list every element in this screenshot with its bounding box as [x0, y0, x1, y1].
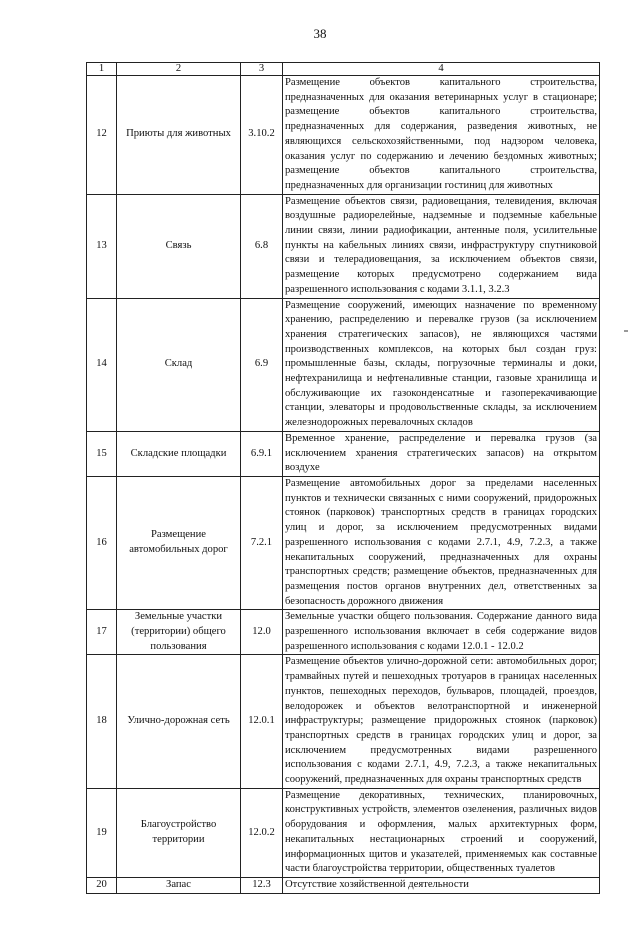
row-number: 14 — [87, 298, 117, 431]
table-row — [87, 610, 600, 655]
row-number: 20 — [87, 877, 117, 893]
table-row — [87, 788, 600, 877]
use-type-description: Размещение объектов улично-дорожной сети: автомобильных дорог, трамвайных путей и пешеходных тротуаров в границах населенных пунктов, пешеходных переходов, бульваров, площадей, проездов, велодорожек и объектов велотранспортной и инженерной инфраструктуры; размещение придорожных стоянок (парковок) транспортных средств в границах городских улиц и дорог, за исключением предусмотренных видами разрешенного использования с кодами 2.7.1, 4.9, 7.2.3, а также некапитальных сооружений, предназначенных для охраны транспортных средств — [283, 655, 600, 788]
use-type-code: 7.2.1 — [241, 476, 283, 609]
use-type-name: Запас — [117, 877, 241, 893]
table-row — [87, 877, 600, 893]
row-number: 15 — [87, 431, 117, 476]
column-header: 2 — [117, 63, 241, 76]
column-header: 4 — [283, 63, 600, 76]
use-type-code: 12.0.2 — [241, 788, 283, 877]
use-type-description: Размещение сооружений, имеющих назначение по временному хранению, распределению и перевалке грузов (за исключением хранения стратегических запасов), не являющихся частями производственных комплексов, на которых был создан груз: промышленные базы, склады, погрузочные терминалы и доки, нефтехранилища и нефтеналивные станции, газовые хранилища и обслуживающие их газоконденсатные и газоперекачивающие станции, элеваторы и продовольственные склады, за исключением железнодорожных перевалочных складов — [283, 298, 600, 431]
table-row — [87, 431, 600, 476]
row-number: 12 — [87, 76, 117, 195]
row-number: 13 — [87, 194, 117, 298]
page-number: 38 — [313, 26, 327, 41]
use-type-code: 12.0.1 — [241, 655, 283, 788]
column-header: 1 — [87, 63, 117, 76]
table-header-row — [87, 63, 600, 76]
table-row — [87, 655, 600, 788]
use-type-description: Размещение автомобильных дорог за пределами населенных пунктов и технически связанных с ними сооружений, придорожных стоянок (парковок) транспортных средств в границах городских улиц и дорог, за исключением предусмотренных видами разрешенного использования с кодами 2.7.1, 4.9, 7.2.3, а также некапитальных сооружений, предназначенных для охраны транспортных средств; размещение объектов, предназначенных для размещения постов органов внутренних дел, ответственных за безопасность дорожного движения — [283, 476, 600, 609]
use-type-name: Благоустройство территории — [117, 788, 241, 877]
table-row — [87, 476, 600, 609]
use-type-code: 12.3 — [241, 877, 283, 893]
use-type-code: 3.10.2 — [241, 76, 283, 195]
use-type-name: Приюты для животных — [117, 76, 241, 195]
use-type-name: Улично-дорожная сеть — [117, 655, 241, 788]
row-number: 19 — [87, 788, 117, 877]
use-type-name: Земельные участки (территории) общего пользования — [117, 610, 241, 655]
use-type-name: Склад — [117, 298, 241, 431]
use-type-name: Складские площадки — [117, 431, 241, 476]
use-type-code: 12.0 — [241, 610, 283, 655]
use-type-description: Отсутствие хозяйственной деятельности — [283, 877, 600, 893]
use-type-code: 6.9 — [241, 298, 283, 431]
use-type-name: Размещение автомобильных дорог — [117, 476, 241, 609]
margin-mark — [624, 330, 628, 332]
use-type-code: 6.9.1 — [241, 431, 283, 476]
use-type-description: Размещение объектов капитального строительства, предназначенных для оказания ветеринарных услуг в стационаре; размещение объектов капитального строительства, предназначенных для содержания, разведения животных, не являющихся сельскохозяйственными, под надзором человека, оказания услуг по содержанию и лечению бездомных животных; размещение объектов капитального строительства, предназначенных для организации гостиниц для животных — [283, 76, 600, 195]
use-type-name: Связь — [117, 194, 241, 298]
table-row — [87, 298, 600, 431]
row-number: 18 — [87, 655, 117, 788]
use-type-description: Временное хранение, распределение и перевалка грузов (за исключением хранения стратегических запасов) на открытом воздухе — [283, 431, 600, 476]
row-number: 17 — [87, 610, 117, 655]
table-row — [87, 76, 600, 195]
row-number: 16 — [87, 476, 117, 609]
use-type-description: Размещение декоративных, технических, планировочных, конструктивных устройств, элементов озеленения, различных видов оборудования и оформления, малых архитектурных форм, некапитальных нестационарных строений и сооружений, информационных щитов и указателей, применяемых как составные части благоустройства территории, общественных туалетов — [283, 788, 600, 877]
land-use-table — [86, 62, 600, 894]
use-type-code: 6.8 — [241, 194, 283, 298]
use-type-description: Размещение объектов связи, радиовещания, телевидения, включая воздушные радиорелейные, надземные и подземные кабельные линии связи, линии радиофикации, антенные поля, усилительные пункты на кабельных линиях связи, инфраструктуру спутниковой связи и телерадиовещания, за исключением объектов связи, размещение которых предусмотрено содержанием вида разрешенного использования с кодами 3.1.1, 3.2.3 — [283, 194, 600, 298]
column-header: 3 — [241, 63, 283, 76]
use-type-description: Земельные участки общего пользования. Содержание данного вида разрешенного использования включает в себя содержание видов разрешенного использования с кодами 12.0.1 - 12.0.2 — [283, 610, 600, 655]
table-row — [87, 194, 600, 298]
